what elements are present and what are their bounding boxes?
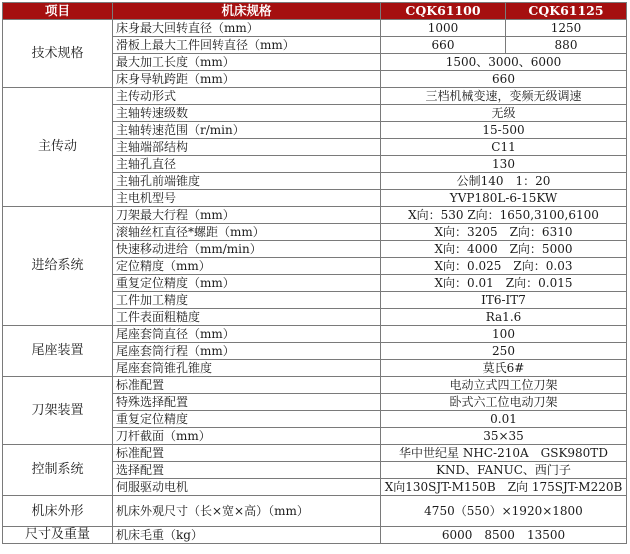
param-value: 6000 8500 13500	[381, 527, 627, 544]
param-name: 主传动形式	[113, 88, 381, 105]
category-label: 刀架装置	[3, 377, 113, 445]
param-value: 250	[381, 343, 627, 360]
param-name: 标准配置	[113, 377, 381, 394]
category-label: 进给系统	[3, 207, 113, 326]
param-value: 15-500	[381, 122, 627, 139]
param-value: IT6-IT7	[381, 292, 627, 309]
param-name: 特殊选择配置	[113, 394, 381, 411]
param-value: 130	[381, 156, 627, 173]
param-value-model-1: 1000	[381, 20, 506, 37]
param-value: 无级	[381, 105, 627, 122]
param-name: 伺服驱动电机	[113, 479, 381, 496]
header-spec: 机床规格	[113, 3, 381, 20]
spec-table	[2, 2, 627, 544]
param-name: 刀杆截面（mm）	[113, 428, 381, 445]
param-value-model-2: 1250	[506, 20, 627, 37]
param-value-model-1: 660	[381, 37, 506, 54]
param-name: 选择配置	[113, 462, 381, 479]
category-label: 技术规格	[3, 20, 113, 88]
table-row	[3, 496, 627, 527]
param-name: 尾座套筒直径（mm）	[113, 326, 381, 343]
param-name: 重复定位精度	[113, 411, 381, 428]
param-name: 定位精度（mm）	[113, 258, 381, 275]
table-row	[3, 207, 627, 224]
param-value: X向：530 Z向：1650,3100,6100	[381, 207, 627, 224]
param-value: X向：0.01 Z向：0.015	[381, 275, 627, 292]
header-item: 项目	[3, 3, 113, 20]
param-name: 快速移动进给（mm/min）	[113, 241, 381, 258]
param-value: C11	[381, 139, 627, 156]
table-row	[3, 326, 627, 343]
param-name: 主轴孔前端锥度	[113, 173, 381, 190]
param-value: 660	[381, 71, 627, 88]
param-name: 床身最大回转直径（mm）	[113, 20, 381, 37]
header-model-2: CQK61125	[506, 3, 627, 20]
category-label: 尾座装置	[3, 326, 113, 377]
param-value-model-2: 880	[506, 37, 627, 54]
param-value: KND、FANUC、西门子	[381, 462, 627, 479]
param-name: 尾座套筒行程（mm）	[113, 343, 381, 360]
table-row	[3, 20, 627, 37]
param-value: 0.01	[381, 411, 627, 428]
param-name: 机床毛重（kg）	[113, 527, 381, 544]
header-row	[3, 3, 627, 20]
spec-body	[3, 20, 627, 544]
param-name: 主电机型号	[113, 190, 381, 207]
param-name: 主轴孔直径	[113, 156, 381, 173]
table-row	[3, 445, 627, 462]
param-value: YVP180L-6-15KW	[381, 190, 627, 207]
param-name: 主轴转速级数	[113, 105, 381, 122]
param-value: X向：4000 Z向：5000	[381, 241, 627, 258]
param-name: 工件加工精度	[113, 292, 381, 309]
table-row	[3, 527, 627, 544]
table-row	[3, 377, 627, 394]
param-value: X向：3205 Z向：6310	[381, 224, 627, 241]
header-model-1: CQK61100	[381, 3, 506, 20]
param-name: 重复定位精度（mm）	[113, 275, 381, 292]
param-name: 主轴端部结构	[113, 139, 381, 156]
param-value: X向：0.025 Z向：0.03	[381, 258, 627, 275]
param-name: 床身导轨跨距（mm）	[113, 71, 381, 88]
category-label: 尺寸及重量	[3, 527, 113, 544]
param-value: 华中世纪星 NHC-210A GSK980TD	[381, 445, 627, 462]
param-name: 刀架最大行程（mm）	[113, 207, 381, 224]
param-name: 主轴转速范围（r/min）	[113, 122, 381, 139]
param-name: 工件表面粗糙度	[113, 309, 381, 326]
param-value: X向130SJT-M150B Z向 175SJT-M220B	[381, 479, 627, 496]
category-label: 控制系统	[3, 445, 113, 496]
param-name: 机床外观尺寸（长×宽×高）（mm）	[113, 496, 381, 527]
param-name: 最大加工长度（mm）	[113, 54, 381, 71]
param-value: 100	[381, 326, 627, 343]
param-value: 电动立式四工位刀架	[381, 377, 627, 394]
param-value: 公制140 1：20	[381, 173, 627, 190]
category-label: 机床外形	[3, 496, 113, 527]
param-value: Ra1.6	[381, 309, 627, 326]
param-value: 35×35	[381, 428, 627, 445]
table-row	[3, 88, 627, 105]
param-value: 卧式六工位电动刀架	[381, 394, 627, 411]
param-value: 1500、3000、6000	[381, 54, 627, 71]
param-name: 滑板上最大工件回转直径（mm）	[113, 37, 381, 54]
category-label: 主传动	[3, 88, 113, 207]
param-name: 尾座套筒锥孔锥度	[113, 360, 381, 377]
param-value: 三档机械变速，变频无级调速	[381, 88, 627, 105]
param-value: 莫氏6#	[381, 360, 627, 377]
param-value: 4750（550）×1920×1800	[381, 496, 627, 527]
param-name: 标准配置	[113, 445, 381, 462]
param-name: 滚轴丝杠直径*螺距（mm）	[113, 224, 381, 241]
